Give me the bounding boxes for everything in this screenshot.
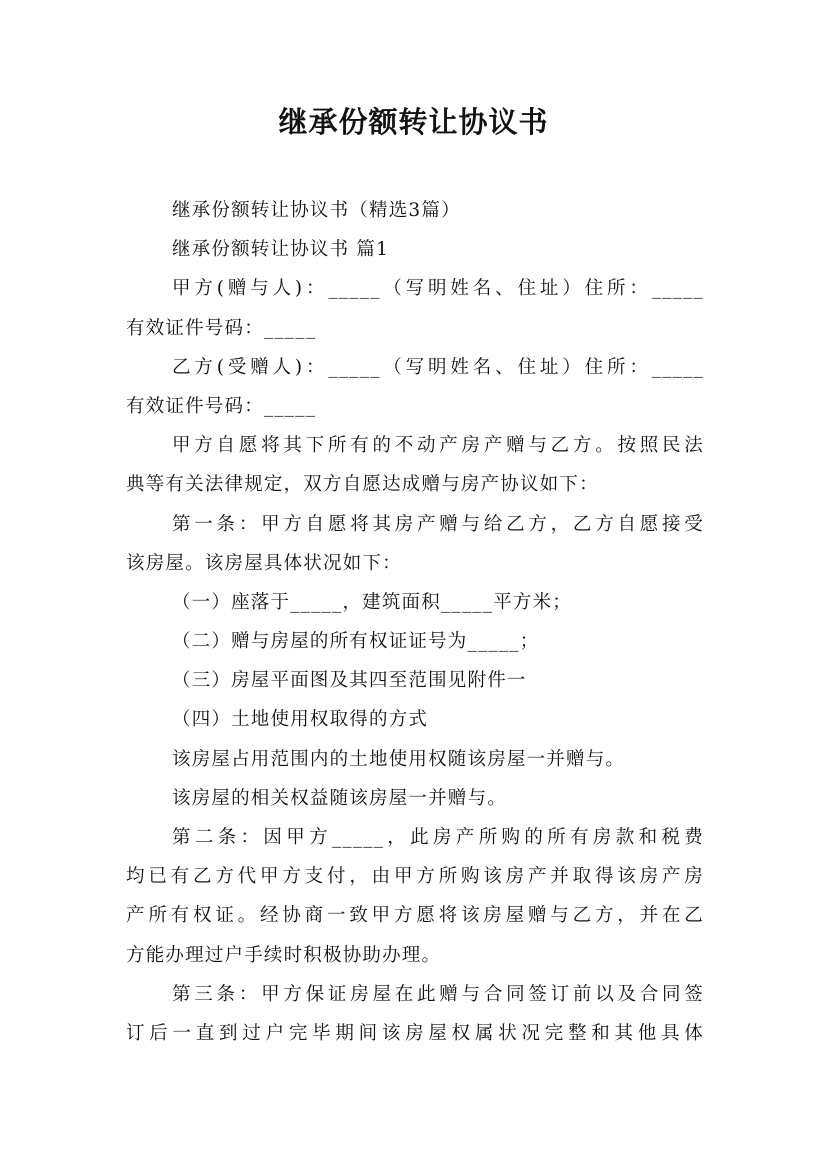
party-a-id-line: 有效证件号码：_____: [126, 317, 317, 339]
article-2-line: 产所有权证。经协商一致甲方愿将该房屋赠与乙方，并在乙: [126, 905, 704, 927]
party-a-line: 甲方(赠与人)：_____（写明姓名、住址）住所：_____: [172, 278, 704, 300]
section-heading: 继承份额转让协议书 篇1: [172, 239, 390, 261]
party-b-id-line: 有效证件号码：_____: [126, 395, 317, 417]
article-2-line: 方能办理过户手续时积极协助办理。: [126, 944, 442, 966]
paragraph-line: 该房屋的相关权益随该房屋一并赠与。: [172, 787, 507, 809]
article-3-line: 订后一直到过户完毕期间该房屋权属状况完整和其他具体: [126, 1022, 704, 1044]
clause-item: （一）座落于_____，建筑面积_____平方米；: [172, 591, 573, 613]
article-1-line: 该房屋。该房屋具体状况如下：: [126, 552, 402, 574]
paragraph-line: 该房屋占用范围内的土地使用权随该房屋一并赠与。: [172, 748, 626, 770]
article-1-line: 第一条：甲方自愿将其房产赠与给乙方，乙方自愿接受: [172, 513, 704, 535]
party-b-line: 乙方(受赠人)：_____（写明姓名、住址）住所：_____: [172, 356, 704, 378]
clause-item: （四）土地使用权取得的方式: [172, 709, 429, 731]
article-2-line: 第二条：因甲方_____，此房产所购的所有房款和税费: [172, 827, 704, 848]
paragraph-line: 典等有关法律规定，双方自愿达成赠与房产协议如下：: [126, 474, 599, 496]
clause-item: （二）赠与房屋的所有权证证号为_____；: [172, 631, 540, 653]
document-body: [126, 191, 704, 1053]
paragraph-line: 甲方自愿将其下所有的不动产房产赠与乙方。按照民法: [172, 435, 704, 457]
article-3-line: 第三条：甲方保证房屋在此赠与合同签订前以及合同签: [172, 983, 704, 1005]
subtitle-line: 继承份额转让协议书（精选3篇）: [172, 200, 461, 221]
article-2-line: 均已有乙方代甲方支付，由甲方所购该房产并取得该房产房: [126, 866, 704, 888]
clause-item: （三）房屋平面图及其四至范围见附件一: [172, 670, 527, 692]
document-title: 继承份额转让协议书: [278, 105, 549, 139]
